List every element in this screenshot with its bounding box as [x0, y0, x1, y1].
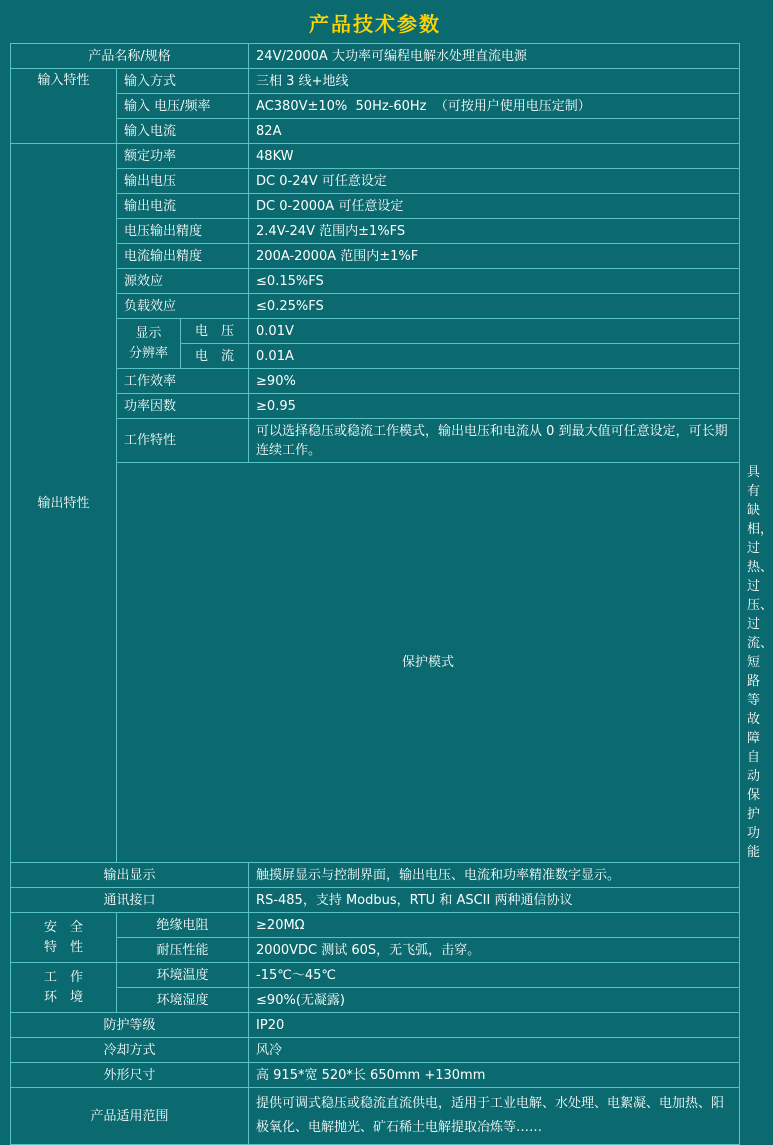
value-insulation: ≥20MΩ — [249, 913, 740, 938]
label-input-current: 输入电流 — [117, 119, 249, 144]
table-row — [11, 244, 740, 269]
value-resolution-voltage: 0.01V — [249, 319, 740, 344]
group-input: 输入特性 — [11, 69, 117, 144]
value-input-current: 82A — [249, 119, 740, 144]
label-output-current: 输出电流 — [117, 194, 249, 219]
label-ip-grade: 防护等级 — [11, 1013, 249, 1038]
value-output-voltage: DC 0-24V 可任意设定 — [249, 169, 740, 194]
label-current-accuracy: 电流输出精度 — [117, 244, 249, 269]
value-rated-power: 48KW — [249, 144, 740, 169]
table-row — [11, 194, 740, 219]
table-row — [11, 1038, 740, 1063]
label-cooling: 冷却方式 — [11, 1038, 249, 1063]
label-resolution: 显示 分辨率 — [117, 319, 181, 369]
label-resolution-voltage: 电 压 — [181, 319, 249, 344]
value-humidity: ≤90%(无凝露) — [249, 988, 740, 1013]
table-row — [11, 69, 740, 94]
label-input-voltage: 输入 电压/频率 — [117, 94, 249, 119]
label-resolution-current: 电 流 — [181, 344, 249, 369]
table-row — [11, 419, 740, 463]
table-row — [11, 988, 740, 1013]
value-current-accuracy: 200A-2000A 范围内±1%F — [249, 244, 740, 269]
label-application: 产品适用范围 — [11, 1088, 249, 1145]
value-load-effect: ≤0.25%FS — [249, 294, 740, 319]
page-title: 产品技术参数 — [309, 12, 441, 36]
label-comm: 通讯接口 — [11, 888, 249, 913]
table-row — [11, 1063, 740, 1088]
group-safety: 安 全 特 性 — [11, 913, 117, 963]
value-ip-grade: IP20 — [249, 1013, 740, 1038]
label-temperature: 环境温度 — [117, 963, 249, 988]
table-row — [11, 1013, 740, 1038]
table-row — [11, 294, 740, 319]
value-dimensions: 高 915*宽 520*长 650mm +130mm — [249, 1063, 740, 1088]
value-input-voltage: AC380V±10% 50Hz-60Hz （可按用户使用电压定制） — [249, 94, 740, 119]
value-temperature: -15℃～45℃ — [249, 963, 740, 988]
label-insulation: 绝缘电阻 — [117, 913, 249, 938]
value-application: 提供可调式稳压或稳流直流供电，适用于工业电解、水处理、电絮凝、电加热、阳极氧化、电解抛光、矿石稀土电解提取冶炼等…… — [249, 1088, 740, 1145]
table-row — [11, 863, 740, 888]
value-cooling: 风冷 — [249, 1038, 740, 1063]
label-work-mode: 工作特性 — [117, 419, 249, 463]
table-row — [11, 94, 740, 119]
value-display: 触摸屏显示与控制界面，输出电压、电流和功率精准数字显示。 — [249, 863, 740, 888]
group-output: 输出特性 — [11, 144, 117, 863]
label-output-voltage: 输出电压 — [117, 169, 249, 194]
label-product-name: 产品名称/规格 — [11, 44, 249, 69]
value-voltage-accuracy: 2.4V-24V 范围内±1%FS — [249, 219, 740, 244]
table-row: 保护模式 具有缺相，过热、过压、过流、短路等故障自动保护功能 — [11, 463, 740, 863]
label-power-factor: 功率因数 — [117, 394, 249, 419]
label-source-effect: 源效应 — [117, 269, 249, 294]
table-row — [11, 913, 740, 938]
value-source-effect: ≤0.15%FS — [249, 269, 740, 294]
label-load-effect: 负载效应 — [117, 294, 249, 319]
spec-table — [10, 43, 773, 1145]
value-product-name: 24V/2000A 大功率可编程电解水处理直流电源 — [249, 44, 740, 69]
table-row — [11, 169, 740, 194]
table-row — [11, 963, 740, 988]
value-work-mode: 可以选择稳压或稳流工作模式，输出电压和电流从 0 到最大值可任意设定，可长期连续工作。 — [249, 419, 740, 463]
table-row — [11, 219, 740, 244]
table-row — [11, 394, 740, 419]
value-resolution-current: 0.01A — [249, 344, 740, 369]
table-row — [11, 938, 740, 963]
table-row — [11, 319, 740, 344]
label-input-mode: 输入方式 — [117, 69, 249, 94]
label-humidity: 环境湿度 — [117, 988, 249, 1013]
table-row — [11, 1088, 740, 1145]
value-comm: RS-485，支持 Modbus，RTU 和 ASCII 两种通信协议 — [249, 888, 740, 913]
value-power-factor: ≥0.95 — [249, 394, 740, 419]
value-output-current: DC 0-2000A 可任意设定 — [249, 194, 740, 219]
label-dimensions: 外形尺寸 — [11, 1063, 249, 1088]
table-row — [11, 44, 740, 69]
table-row — [11, 119, 740, 144]
label-efficiency: 工作效率 — [117, 369, 249, 394]
label-voltage-accuracy: 电压输出精度 — [117, 219, 249, 244]
label-rated-power: 额定功率 — [117, 144, 249, 169]
table-row — [11, 269, 740, 294]
group-environment: 工 作 环 境 — [11, 963, 117, 1013]
value-input-mode: 三相 3 线+地线 — [249, 69, 740, 94]
table-row — [11, 888, 740, 913]
label-display: 输出显示 — [11, 863, 249, 888]
label-protection: 保护模式 — [117, 463, 740, 863]
value-efficiency: ≥90% — [249, 369, 740, 394]
table-row — [11, 144, 740, 169]
label-withstand: 耐压性能 — [117, 938, 249, 963]
table-row — [11, 369, 740, 394]
value-withstand: 2000VDC 测试 60S，无飞弧，击穿。 — [249, 938, 740, 963]
